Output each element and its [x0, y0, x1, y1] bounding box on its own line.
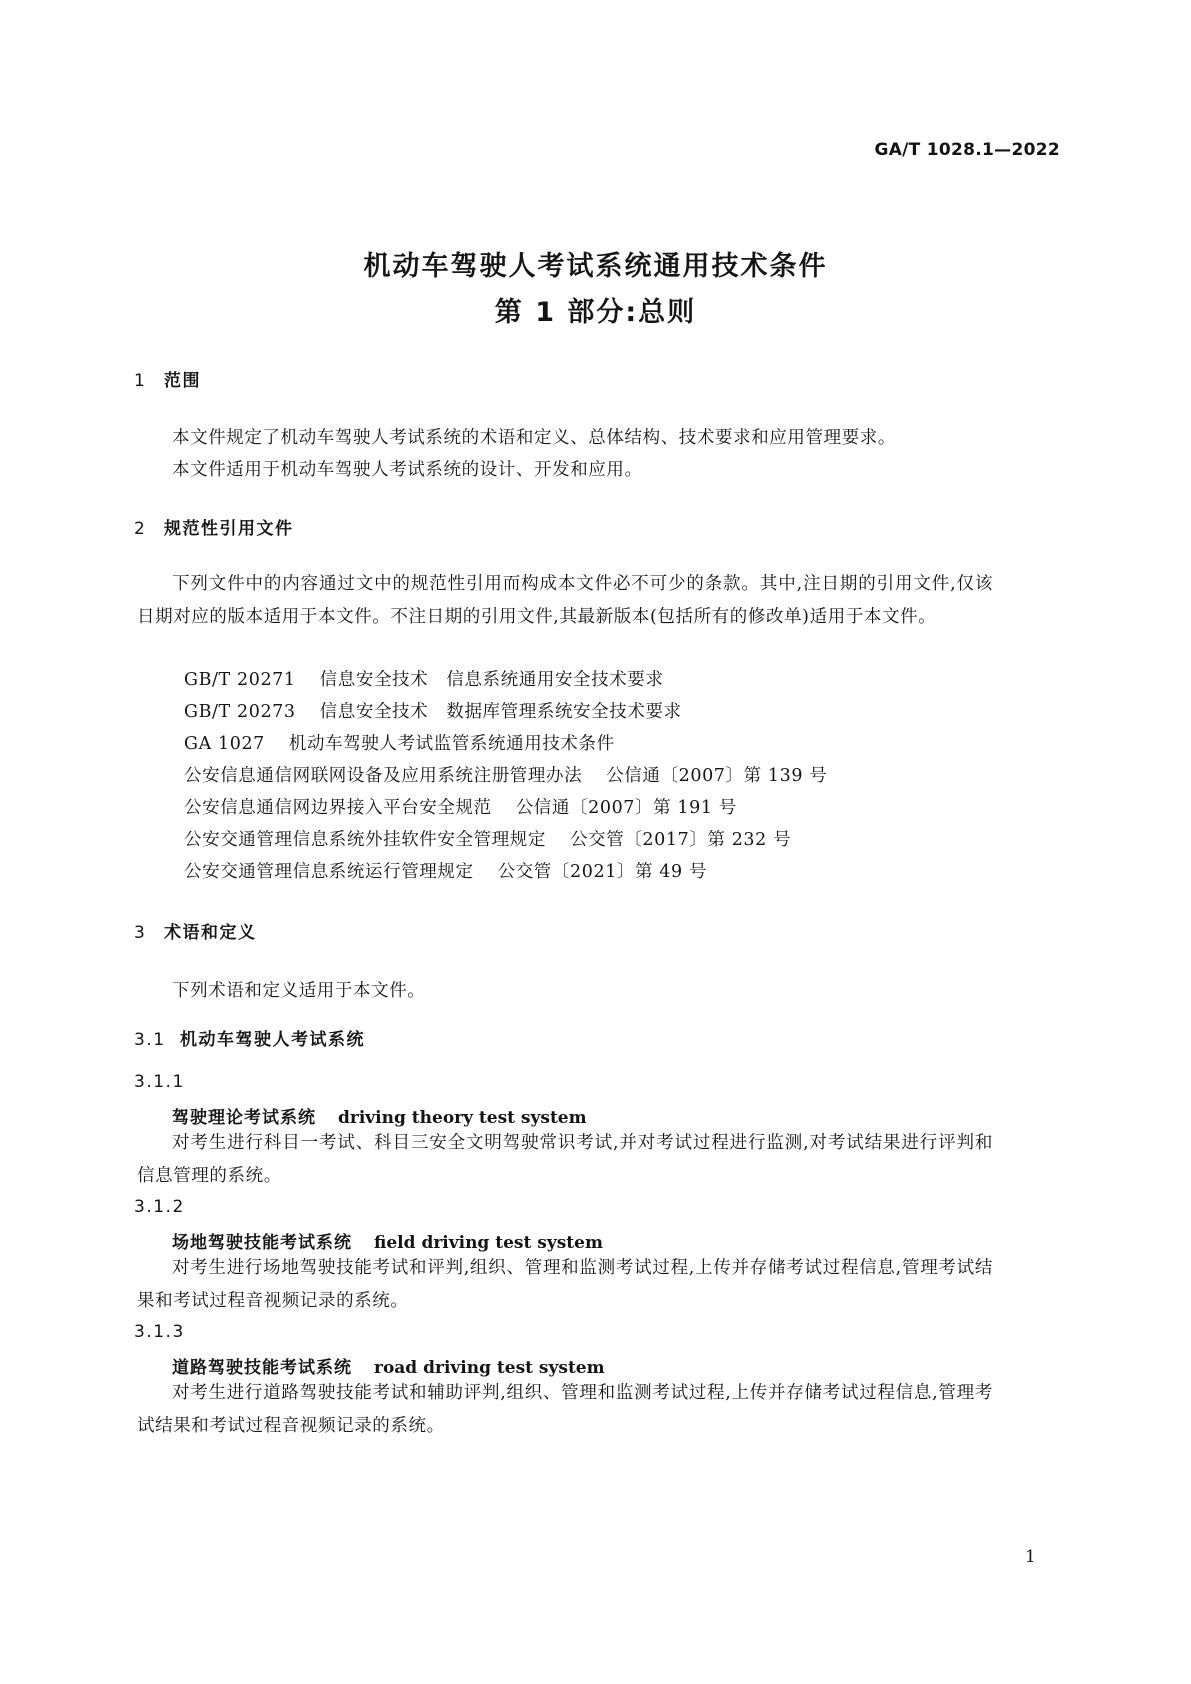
reference-code: GB/T 20273	[184, 702, 296, 722]
term-title	[172, 1103, 587, 1128]
reference-code: 公安信息通信网联网设备及应用系统注册管理办法	[184, 766, 583, 786]
section-number: 1	[134, 371, 147, 391]
section-number: 2	[134, 519, 147, 539]
term-zh: 场地驾驶技能考试系统	[172, 1233, 352, 1253]
reference-item	[184, 666, 664, 691]
scope-paragraph: 本文件规定了机动车驾驶人考试系统的术语和定义、总体结构、技术要求和应用管理要求。	[172, 428, 896, 448]
section-title: 规范性引用文件	[164, 519, 294, 539]
section-heading-terms	[134, 918, 257, 943]
reference-code: 公安交通管理信息系统运行管理规定	[184, 862, 474, 882]
document-subtitle: 第 1 部分:总则	[494, 297, 697, 328]
reference-title: 公交管〔2021〕第 49 号	[497, 862, 708, 882]
reference-title: 公交管〔2017〕第 232 号	[570, 830, 792, 850]
term-zh: 驾驶理论考试系统	[172, 1108, 316, 1128]
document-title: 机动车驾驶人考试系统通用技术条件	[363, 251, 828, 282]
reference-title: 机动车驾驶人考试监管系统通用技术条件	[288, 734, 615, 754]
section-title: 范围	[164, 371, 201, 391]
section-title: 术语和定义	[164, 923, 257, 943]
normative-intro: 下列文件中的内容通过文中的规范性引用而构成本文件必不可少的条款。其中,注日期的引用文件,仅该日期对应的版本适用于本文件。不注日期的引用文件,其最新版本(包括所有的修改单)适用于本文件。	[137, 574, 993, 627]
reference-item	[184, 762, 827, 787]
terms-intro: 下列术语和定义适用于本文件。	[172, 981, 426, 1001]
subsection-number: 3.1	[134, 1030, 166, 1050]
reference-code: 公安信息通信网边界接入平台安全规范	[184, 798, 492, 818]
reference-item	[184, 858, 707, 883]
standard-code: GA/T 1028.1—2022	[874, 140, 1060, 160]
term-en: field driving test system	[374, 1233, 603, 1253]
section-number: 3	[134, 923, 147, 943]
reference-item	[184, 794, 737, 819]
section-heading-normative	[134, 514, 294, 539]
term-definition: 对考生进行道路驾驶技能考试和辅助评判,组织、管理和监测考试过程,上传并存储考试过程信息,管理考试结果和考试过程音视频记录的系统。	[137, 1383, 993, 1436]
term-en: driving theory test system	[338, 1108, 587, 1128]
term-definition: 对考生进行场地驾驶技能考试和评判,组织、管理和监测考试过程,上传并存储考试过程信息,管理考试结果和考试过程音视频记录的系统。	[137, 1258, 993, 1311]
reference-item	[184, 730, 615, 755]
term-number: 3.1.3	[134, 1322, 185, 1342]
subsection-heading	[134, 1025, 365, 1050]
reference-title: 信息安全技术 数据库管理系统安全技术要求	[319, 702, 682, 722]
reference-item	[184, 698, 682, 723]
subsection-title: 机动车驾驶人考试系统	[180, 1030, 365, 1050]
reference-code: GB/T 20271	[184, 670, 296, 690]
reference-item	[184, 826, 791, 851]
scope-paragraph: 本文件适用于机动车驾驶人考试系统的设计、开发和应用。	[172, 460, 643, 480]
reference-title: 公信通〔2007〕第 191 号	[515, 798, 737, 818]
reference-code: 公安交通管理信息系统外挂软件安全管理规定	[184, 830, 546, 850]
reference-code: GA 1027	[184, 734, 265, 754]
term-title	[172, 1228, 603, 1253]
section-heading-scope	[134, 366, 201, 391]
term-title	[172, 1353, 605, 1378]
term-en: road driving test system	[374, 1358, 605, 1378]
term-number: 3.1.2	[134, 1197, 185, 1217]
reference-title: 公信通〔2007〕第 139 号	[606, 766, 828, 786]
reference-title: 信息安全技术 信息系统通用安全技术要求	[319, 670, 664, 690]
term-number: 3.1.1	[134, 1072, 185, 1092]
term-definition: 对考生进行科目一考试、科目三安全文明驾驶常识考试,并对考试过程进行监测,对考试结果进行评判和信息管理的系统。	[137, 1133, 993, 1186]
page-number: 1	[1025, 1547, 1036, 1567]
term-zh: 道路驾驶技能考试系统	[172, 1358, 352, 1378]
